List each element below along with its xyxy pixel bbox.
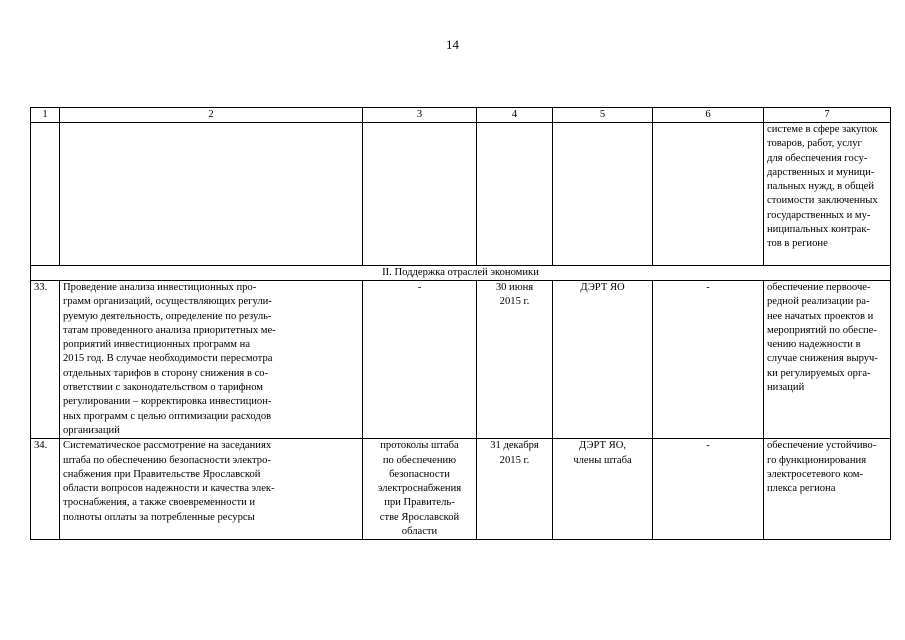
text-line: плекса региона [767,483,836,495]
text-line: нее начатых проектов и [767,310,874,322]
text-line: низаций [767,382,805,394]
text-line: государственных и му- [767,209,871,221]
expected-result [764,439,891,540]
text-line: - [417,282,422,293]
continuation-row [31,123,891,266]
text-line: 2015 год. В случае необходимости пересмотра [63,353,273,365]
table-cell [363,123,477,266]
text-line: грамм организаций, осуществляющих регули- [63,296,272,308]
text-line: по обеспечению [382,454,457,466]
text-line: организаций [63,424,120,436]
text-line: области [401,526,438,538]
text-line: стве Ярославской [379,511,460,523]
column-header: 3 [363,108,477,123]
text-line: пальных нужд, в общей [767,181,875,193]
column-header: 7 [764,108,891,123]
deadline [477,439,553,540]
text-line: - [706,440,710,452]
continuation-result-cell [764,123,891,266]
text-line: полноты оплаты за потребленные ресурсы [63,511,255,523]
responsible [553,439,653,540]
column-header: 1 [31,108,60,123]
funding [653,281,764,439]
text-line: мероприятий по обеспе- [767,324,877,336]
page-number: 14 [446,37,459,52]
responsible [553,281,653,439]
text-line: Проведение анализа инвестиционных про- [63,282,257,293]
text-line: - [706,282,710,293]
text-line: дарственных и муници- [767,166,875,178]
text-line: электроснабжения [377,483,462,495]
measure-description [60,439,363,540]
text-line: протоколы штаба [380,440,459,452]
text-line: обеспечение устойчиво- [767,440,877,452]
table-row [31,439,891,540]
text-line: ниципальных контрак- [767,224,870,236]
table-cell [60,123,363,266]
text-line: роприятий инвестиционных программ на [63,339,251,351]
text-line: безопасности [389,468,450,480]
table-cell [653,123,764,266]
text-line: ных программ с целью оптимизации расходов [63,410,272,422]
text-line: троснабжения, а также своевременности и [63,497,256,509]
measures-table [30,107,891,540]
measure-description [60,281,363,439]
text-line: системе в сфере закупок [767,124,878,135]
text-line: ДЭРТ ЯО, [579,440,626,452]
document-form [363,281,477,439]
text-line: штаба по обеспечению безопасности электро- [63,454,271,466]
text-line: 2015 г. [499,454,530,466]
text-line: товаров, работ, услуг [767,138,862,150]
text-line: ки регулируемых орга- [767,367,871,379]
table-cell [477,123,553,266]
text-line: отдельных тарифов в сторону снижения в со- [63,367,269,379]
row-number: 34. [31,439,60,540]
document-form [363,439,477,540]
text-line: Систематическое рассмотрение на заседаниях [63,440,272,452]
text-line: регулировании – корректировка инвестицион- [63,396,272,408]
expected-result [764,281,891,439]
text-line: 31 декабря [490,440,539,452]
section-title: II. Поддержка отраслей экономики [31,266,891,281]
text-line: снабжения при Правительстве Ярославской [63,468,261,480]
column-header: 4 [477,108,553,123]
text-line: ответствии с законодательством о тарифном [63,382,263,394]
section-row [31,266,891,281]
text-line: члены штаба [573,454,632,466]
text-line: редной реализации ра- [767,296,870,308]
table-cell [31,123,60,266]
deadline [477,281,553,439]
text-line: случае снижения выруч- [767,353,878,365]
text-line: чению надежности в [767,339,861,351]
text-line: обеспечение первооче- [767,282,871,293]
column-header: 6 [653,108,764,123]
funding [653,439,764,540]
table-cell [553,123,653,266]
text-line: 2015 г. [499,296,530,308]
text-line: татам проведенного анализа приоритетных ме- [63,324,276,336]
table-row [31,281,891,439]
text-line: электросетевого ком- [767,468,864,480]
text-line: ДЭРТ ЯО [580,282,625,293]
text-line: тов в регионе [767,238,828,250]
column-header: 2 [60,108,363,123]
text-line: руемую деятельность, определение по резуль- [63,310,272,322]
text-line: области вопросов надежности и качества элек- [63,483,275,495]
column-header: 5 [553,108,653,123]
column-header-row [31,108,891,123]
row-number: 33. [31,281,60,439]
text-line: для обеспечения госу- [767,152,868,164]
text-line: го функционирования [767,454,867,466]
text-line: стоимости заключенных [767,195,878,207]
text-line: 30 июня [495,282,534,293]
text-line: при Правитель- [384,497,455,509]
